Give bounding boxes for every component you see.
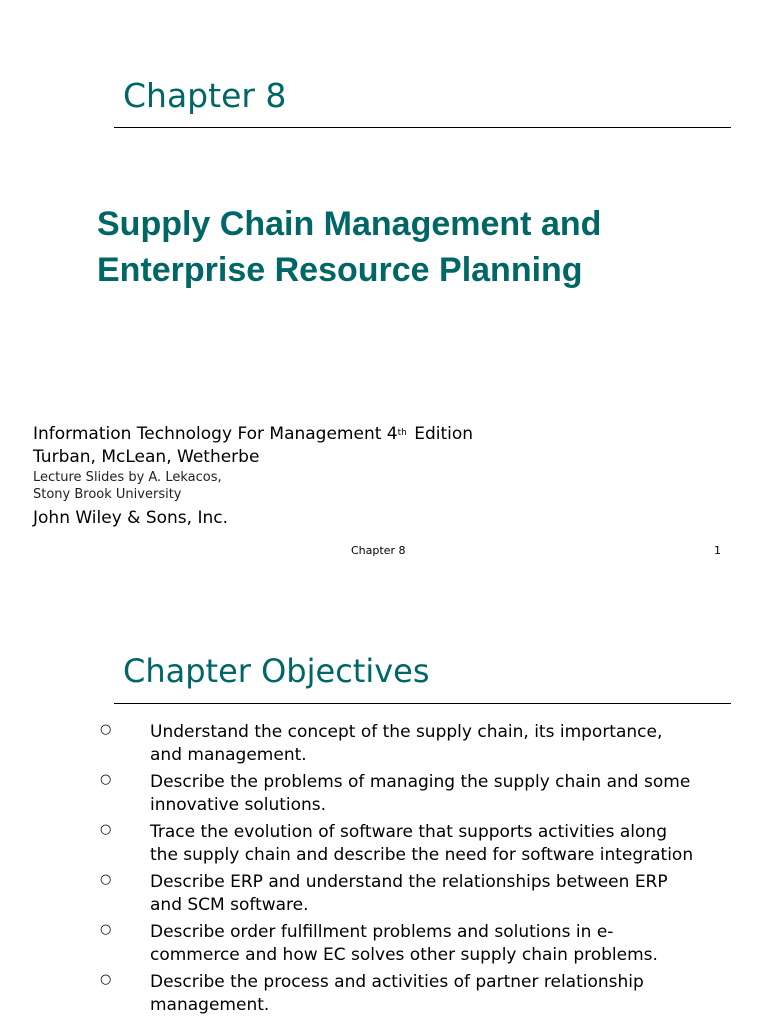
list-item xyxy=(100,921,765,966)
objectives-heading: Chapter Objectives xyxy=(123,652,430,690)
objective-text: Describe order fulfillment problems and solutions in e- xyxy=(150,922,614,942)
bullet-circle-icon: ○ xyxy=(100,722,112,737)
authors: Turban, McLean, Wetherbe xyxy=(33,447,260,467)
footer-chapter-label: Chapter 8 xyxy=(351,544,406,557)
list-item xyxy=(100,721,765,766)
book-credits xyxy=(33,422,473,530)
objective-text: management. xyxy=(150,994,270,1015)
bullet-circle-icon: ○ xyxy=(100,772,112,787)
objective-text: and SCM software. xyxy=(150,894,309,915)
objective-text: Trace the evolution of software that supports activities along xyxy=(150,822,667,842)
objectives-divider xyxy=(114,703,731,704)
book-title xyxy=(33,422,473,446)
objective-text: and management. xyxy=(150,744,307,765)
list-item xyxy=(100,821,765,866)
objectives-list xyxy=(100,721,765,1021)
objective-text: the supply chain and describe the need for software integration xyxy=(150,844,694,865)
objective-text: Describe ERP and understand the relationships between ERP xyxy=(150,872,668,892)
slide-title xyxy=(97,201,601,293)
objective-text: Understand the concept of the supply chain, its importance, xyxy=(150,722,663,742)
bullet-circle-icon: ○ xyxy=(100,922,112,937)
list-item xyxy=(100,871,765,916)
book-title-text: Information Technology For Management 4 xyxy=(33,424,398,444)
objective-text: innovative solutions. xyxy=(150,794,327,815)
list-item xyxy=(100,971,765,1016)
list-item xyxy=(100,771,765,816)
bullet-circle-icon: ○ xyxy=(100,872,112,887)
objective-text: commerce and how EC solves other supply chain problems. xyxy=(150,944,658,965)
edition-superscript: th xyxy=(397,428,407,438)
bullet-circle-icon: ○ xyxy=(100,972,112,987)
publisher: John Wiley & Sons, Inc. xyxy=(33,508,229,528)
book-title-edition: Edition xyxy=(408,424,474,444)
bullet-circle-icon: ○ xyxy=(100,822,112,837)
university: Stony Brook University xyxy=(33,487,182,502)
slide-title-line-2: Enterprise Resource Planning xyxy=(97,251,583,289)
slides-credit: Lecture Slides by A. Lekacos, xyxy=(33,470,222,485)
slide-title-line-1: Supply Chain Management and xyxy=(97,205,602,243)
objective-text: Describe the problems of managing the supply chain and some xyxy=(150,772,691,792)
objective-text: Describe the process and activities of partner relationship xyxy=(150,972,644,992)
heading-divider xyxy=(114,127,731,128)
chapter-heading: Chapter 8 xyxy=(123,76,287,115)
page-number: 1 xyxy=(714,544,721,557)
